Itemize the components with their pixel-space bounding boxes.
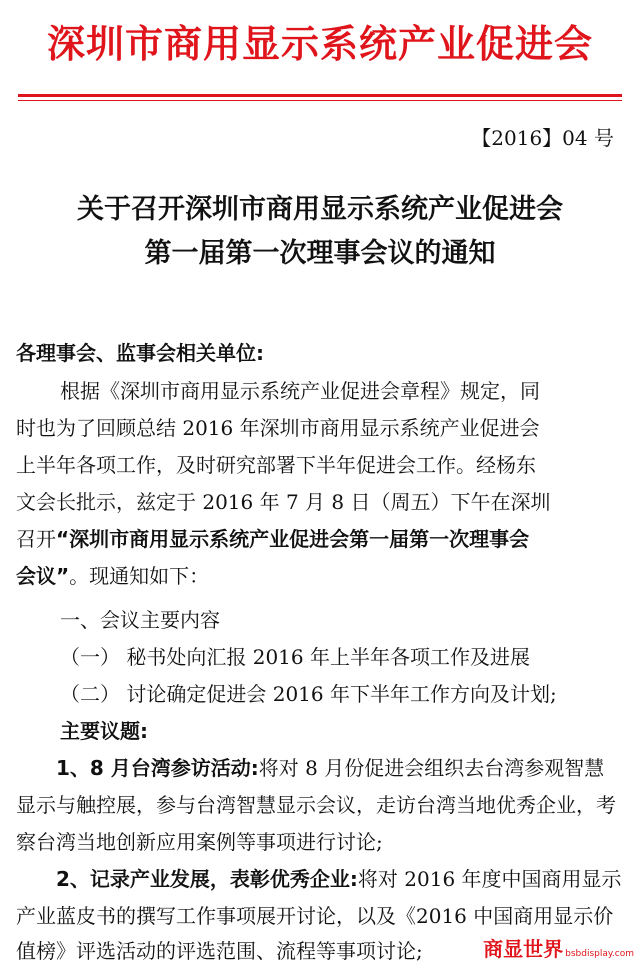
salutation: 各理事会、监事会相关单位:	[16, 341, 264, 365]
topic-1-text: 将对 8 月份促进会组织去台湾参观智慧	[258, 756, 605, 780]
topic-1-line-2: 显示与触控展，参与台湾智慧显示会议，走访台湾当地优秀企业，考	[16, 793, 616, 817]
topic-2-line-1	[0, 864, 640, 894]
topic-1-label: 1、8 月台湾参访活动:	[56, 756, 259, 780]
body-line-2: 时也为了回顾总结 2016 年深圳市商用显示系统产业促进会	[16, 416, 540, 440]
body-line-5-prefix: 召开	[16, 527, 56, 551]
topic-1-line-1	[0, 753, 640, 783]
watermark-cn: 商显世界	[483, 937, 564, 961]
section-1-heading: 一、会议主要内容	[60, 608, 220, 632]
body-line-5	[0, 524, 640, 554]
body-line-1: 根据《深圳市商用显示系统产业促进会章程》规定，同	[60, 379, 540, 403]
letterhead-rule-thin	[18, 100, 622, 101]
topic-2-label: 2、记录产业发展，表彰优秀企业:	[56, 867, 358, 891]
meeting-name-bold-tail: 会议”	[16, 564, 70, 588]
topic-2-text: 将对 2016 年度中国商用显示	[357, 867, 622, 891]
letterhead-org-name: 深圳市商用显示系统产业促进会	[46, 22, 593, 66]
body-line-6	[0, 561, 640, 591]
body-line-4: 文会长批示，兹定于 2016 年 7 月 8 日（周五）下午在深圳	[16, 490, 551, 514]
watermark-logo	[483, 933, 634, 962]
document-number: 【2016】04 号	[471, 126, 614, 150]
meeting-name-bold: “深圳市商用显示系统产业促进会第一届第一次理事会	[56, 527, 530, 551]
document-title-line-2: 第一届第一次理事会议的通知	[144, 238, 496, 269]
section-1-item-1: （一） 秘书处向汇报 2016 年上半年各项工作及进展	[60, 645, 530, 669]
document-title-line-1: 关于召开深圳市商用显示系统产业促进会	[77, 194, 563, 225]
topic-1-line-3: 察台湾当地创新应用案例等事项进行讨论;	[16, 830, 383, 854]
body-line-6-tail: 。现通知如下：	[69, 564, 210, 588]
topic-2-line-2: 产业蓝皮书的撰写工作事项展开讨论，以及《2016 中国商用显示价	[16, 904, 614, 928]
body-line-3: 上半年各项工作，及时研究部署下半年促进会工作。经杨东	[16, 453, 536, 477]
topics-heading: 主要议题:	[60, 719, 148, 743]
section-1-item-2: （二） 讨论确定促进会 2016 年下半年工作方向及计划;	[60, 682, 557, 706]
watermark-en: bsbdisplay.com	[565, 949, 634, 959]
topic-2-line-3: 值榜》评选活动的评选范围、流程等事项讨论;	[16, 939, 423, 963]
letterhead-rule-thick	[18, 94, 622, 97]
